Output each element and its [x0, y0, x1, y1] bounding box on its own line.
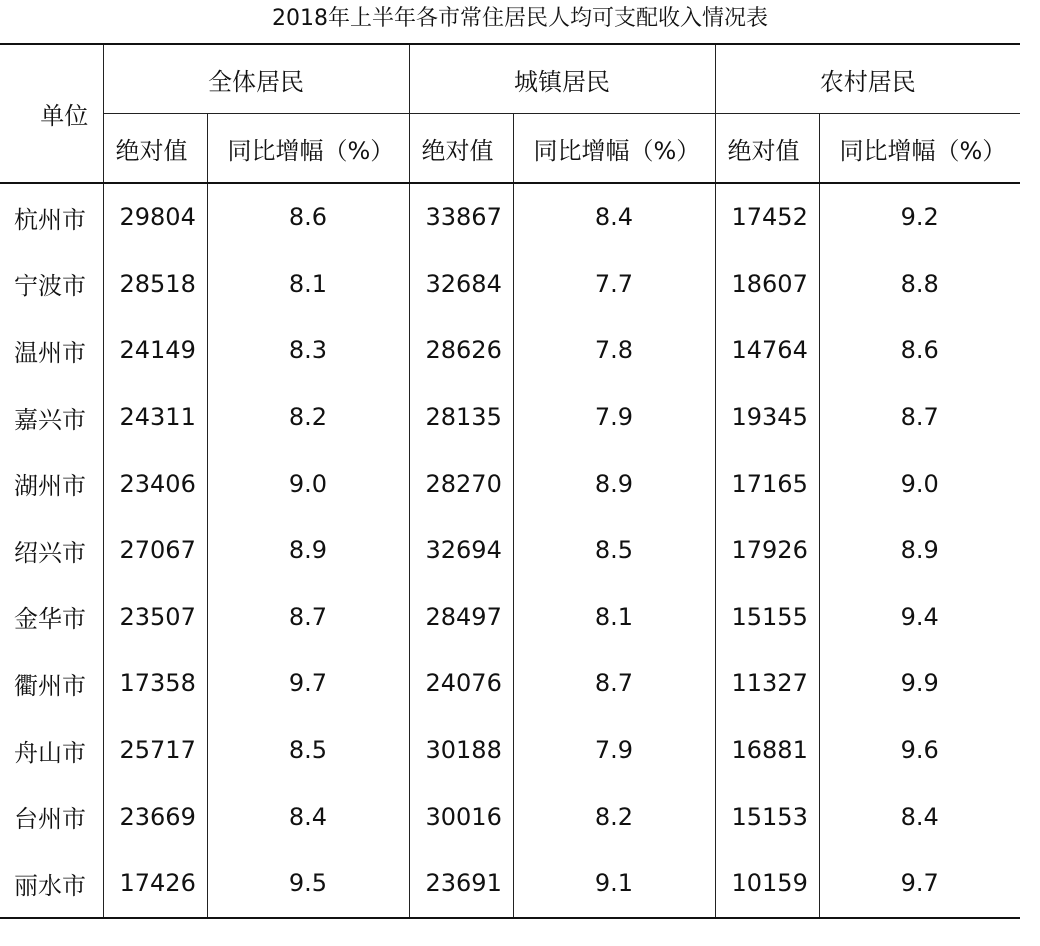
- cell-urban-pct: 8.5: [513, 517, 715, 584]
- cell-rural-abs: 16881: [715, 717, 819, 784]
- header-row-groups: [0, 44, 1020, 114]
- cell-urban-pct: 8.4: [513, 183, 715, 251]
- cell-all-pct: 9.0: [207, 450, 409, 517]
- cell-rural-abs: 17165: [715, 450, 819, 517]
- header-row-metrics: [0, 114, 1020, 184]
- cell-urban-pct: 8.7: [513, 650, 715, 717]
- cell-urban-abs: 28497: [409, 584, 513, 651]
- cell-rural-pct: 8.6: [819, 317, 1020, 384]
- group-header-rural: 农村居民: [715, 44, 1020, 114]
- group-header-urban: 城镇居民: [409, 44, 715, 114]
- cell-rural-abs: 15155: [715, 584, 819, 651]
- cell-urban-abs: 28270: [409, 450, 513, 517]
- table-row: [0, 251, 1020, 318]
- cell-all-abs: 28518: [103, 251, 207, 318]
- table-title: 2018年上半年各市常住居民人均可支配收入情况表: [272, 6, 768, 31]
- cell-all-pct: 8.9: [207, 517, 409, 584]
- table-row: [0, 783, 1020, 850]
- cell-all-pct: 8.7: [207, 584, 409, 651]
- cell-all-abs: 27067: [103, 517, 207, 584]
- cell-rural-abs: 10159: [715, 850, 819, 918]
- cell-rural-abs: 17926: [715, 517, 819, 584]
- cell-rural-pct: 9.2: [819, 183, 1020, 251]
- cell-urban-abs: 30016: [409, 783, 513, 850]
- unit-header: 单位: [0, 44, 103, 183]
- cell-urban-pct: 7.9: [513, 717, 715, 784]
- table-header: [0, 44, 1020, 183]
- cell-urban-abs: 33867: [409, 183, 513, 251]
- table-row: [0, 650, 1020, 717]
- table-row: [0, 183, 1020, 251]
- cell-all-pct: 8.3: [207, 317, 409, 384]
- cell-urban-pct: 9.1: [513, 850, 715, 918]
- cell-urban-abs: 28135: [409, 384, 513, 451]
- cell-city: 杭州市: [0, 183, 103, 251]
- cell-urban-abs: 24076: [409, 650, 513, 717]
- abs-header-rural: 绝对值: [715, 114, 819, 184]
- cell-urban-abs: 23691: [409, 850, 513, 918]
- cell-rural-pct: 8.9: [819, 517, 1020, 584]
- cell-rural-pct: 8.4: [819, 783, 1020, 850]
- cell-urban-abs: 30188: [409, 717, 513, 784]
- table-row: [0, 384, 1020, 451]
- cell-all-pct: 8.4: [207, 783, 409, 850]
- table-row: [0, 317, 1020, 384]
- cell-all-abs: 24311: [103, 384, 207, 451]
- table-row: [0, 584, 1020, 651]
- table-row: [0, 517, 1020, 584]
- cell-rural-pct: 8.7: [819, 384, 1020, 451]
- table-row: [0, 450, 1020, 517]
- income-table: [0, 43, 1020, 919]
- cell-rural-abs: 11327: [715, 650, 819, 717]
- cell-urban-pct: 8.2: [513, 783, 715, 850]
- cell-all-abs: 23406: [103, 450, 207, 517]
- cell-city: 湖州市: [0, 450, 103, 517]
- cell-all-abs: 23507: [103, 584, 207, 651]
- cell-city: 丽水市: [0, 850, 103, 918]
- cell-rural-pct: 9.4: [819, 584, 1020, 651]
- cell-all-abs: 23669: [103, 783, 207, 850]
- table-body: [0, 183, 1020, 918]
- cell-rural-abs: 14764: [715, 317, 819, 384]
- cell-all-abs: 24149: [103, 317, 207, 384]
- cell-rural-pct: 9.0: [819, 450, 1020, 517]
- cell-rural-pct: 9.6: [819, 717, 1020, 784]
- table-row: [0, 717, 1020, 784]
- cell-all-pct: 8.1: [207, 251, 409, 318]
- cell-all-pct: 8.5: [207, 717, 409, 784]
- cell-all-pct: 9.5: [207, 850, 409, 918]
- cell-urban-pct: 8.9: [513, 450, 715, 517]
- cell-all-abs: 17426: [103, 850, 207, 918]
- cell-all-pct: 8.6: [207, 183, 409, 251]
- pct-header-all: 同比增幅（%）: [207, 114, 409, 184]
- cell-urban-pct: 8.1: [513, 584, 715, 651]
- cell-rural-pct: 9.9: [819, 650, 1020, 717]
- cell-all-abs: 17358: [103, 650, 207, 717]
- abs-header-all: 绝对值: [103, 114, 207, 184]
- cell-urban-pct: 7.9: [513, 384, 715, 451]
- cell-urban-pct: 7.8: [513, 317, 715, 384]
- cell-rural-abs: 17452: [715, 183, 819, 251]
- cell-all-pct: 9.7: [207, 650, 409, 717]
- cell-urban-abs: 32694: [409, 517, 513, 584]
- cell-city: 金华市: [0, 584, 103, 651]
- cell-all-pct: 8.2: [207, 384, 409, 451]
- cell-all-abs: 25717: [103, 717, 207, 784]
- cell-rural-pct: 8.8: [819, 251, 1020, 318]
- cell-rural-pct: 9.7: [819, 850, 1020, 918]
- pct-header-urban: 同比增幅（%）: [513, 114, 715, 184]
- cell-rural-abs: 19345: [715, 384, 819, 451]
- cell-city: 温州市: [0, 317, 103, 384]
- cell-city: 台州市: [0, 783, 103, 850]
- pct-header-rural: 同比增幅（%）: [819, 114, 1020, 184]
- abs-header-urban: 绝对值: [409, 114, 513, 184]
- cell-urban-pct: 7.7: [513, 251, 715, 318]
- cell-city: 嘉兴市: [0, 384, 103, 451]
- cell-rural-abs: 15153: [715, 783, 819, 850]
- cell-urban-abs: 28626: [409, 317, 513, 384]
- cell-all-abs: 29804: [103, 183, 207, 251]
- cell-city: 舟山市: [0, 717, 103, 784]
- cell-city: 绍兴市: [0, 517, 103, 584]
- cell-rural-abs: 18607: [715, 251, 819, 318]
- group-header-all: 全体居民: [103, 44, 409, 114]
- table-row: [0, 850, 1020, 918]
- cell-city: 宁波市: [0, 251, 103, 318]
- cell-city: 衢州市: [0, 650, 103, 717]
- cell-urban-abs: 32684: [409, 251, 513, 318]
